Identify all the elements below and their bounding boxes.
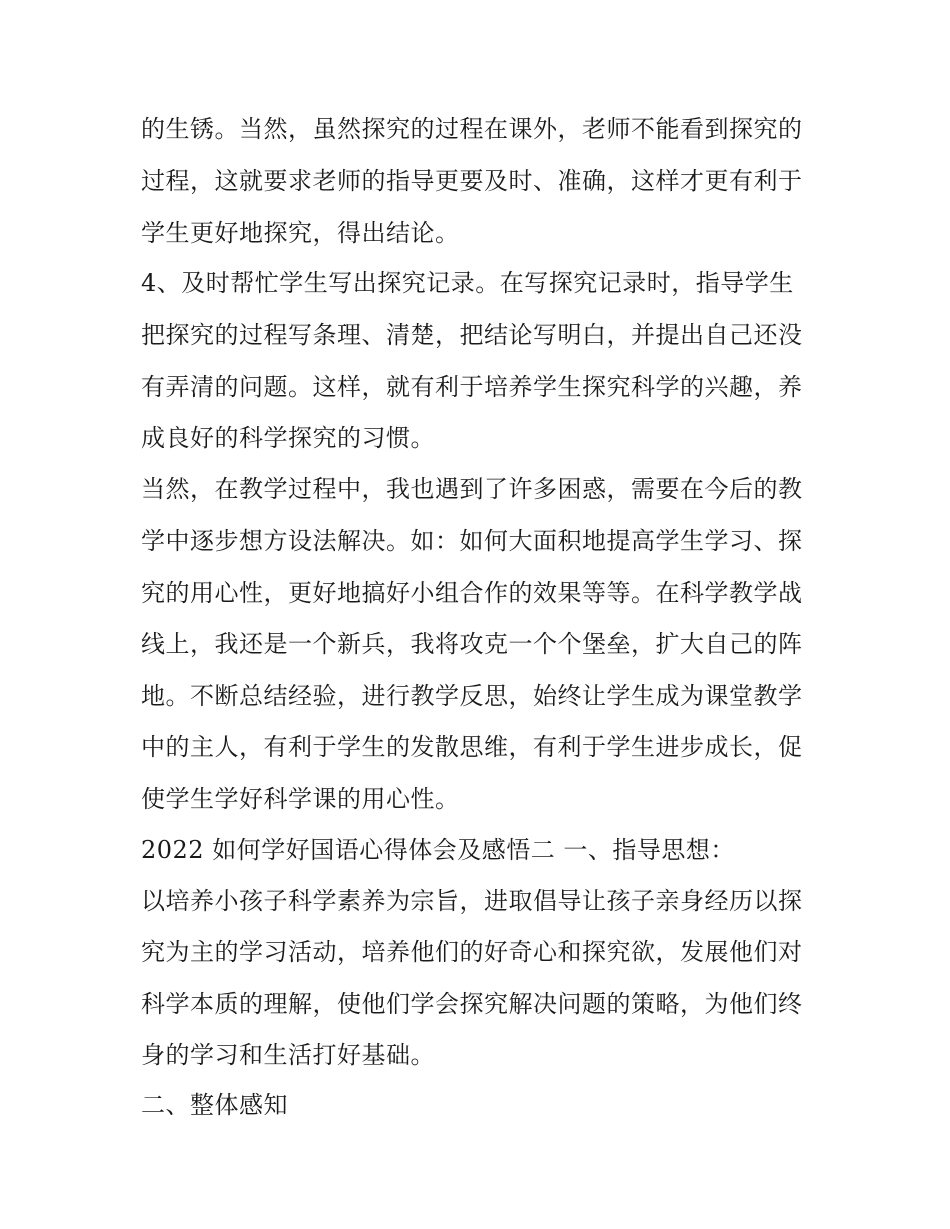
text-line: 把探究的过程写条理、清楚，把结论写明白，并提出自己还没	[141, 321, 803, 349]
text-line: 究的用心性，更好地搞好小组合作的效果等等。在科学教学战	[141, 579, 803, 607]
section-heading: 2022 如何学好国语心得体会及感悟二 一、指导思想：	[141, 836, 735, 864]
text-line: 学中逐步想方设法解决。如：如何大面积地提高学生学习、探	[141, 527, 803, 555]
text-line: 成良好的科学探究的习惯。	[141, 424, 435, 452]
text-line: 线上，我还是一个新兵，我将攻克一个个堡垒，扩大自己的阵	[141, 630, 803, 658]
section-heading: 二、整体感知	[141, 1091, 288, 1119]
text-line: 究为主的学习活动，培养他们的好奇心和探究欲，发展他们对	[141, 938, 803, 966]
text-line: 学生更好地探究，得出结论。	[141, 219, 460, 247]
text-line: 过程，这就要求老师的指导更要及时、准确，这样才更有利于	[141, 167, 803, 195]
text-line: 科学本质的理解，使他们学会探究解决问题的策略，为他们终	[141, 990, 803, 1018]
text-line: 身的学习和生活打好基础。	[141, 1041, 435, 1069]
text-line: 有弄清的问题。这样，就有利于培养学生探究科学的兴趣，养	[141, 373, 803, 401]
text-line: 地。不断总结经验，进行教学反思，始终让学生成为课堂教学	[141, 682, 803, 710]
text-line: 中的主人，有利于学生的发散思维，有利于学生进步成长，促	[141, 733, 803, 761]
text-line: 的生锈。当然，虽然探究的过程在课外，老师不能看到探究的	[141, 115, 803, 143]
text-line: 使学生学好科学课的用心性。	[141, 785, 460, 813]
text-line: 4、及时帮忙学生写出探究记录。在写探究记录时，指导学生	[141, 269, 794, 297]
text-line: 以培养小孩子科学素养为宗旨，进取倡导让孩子亲身经历以探	[141, 887, 803, 915]
text-line: 当然，在教学过程中，我也遇到了许多困惑，需要在今后的教	[141, 475, 803, 503]
